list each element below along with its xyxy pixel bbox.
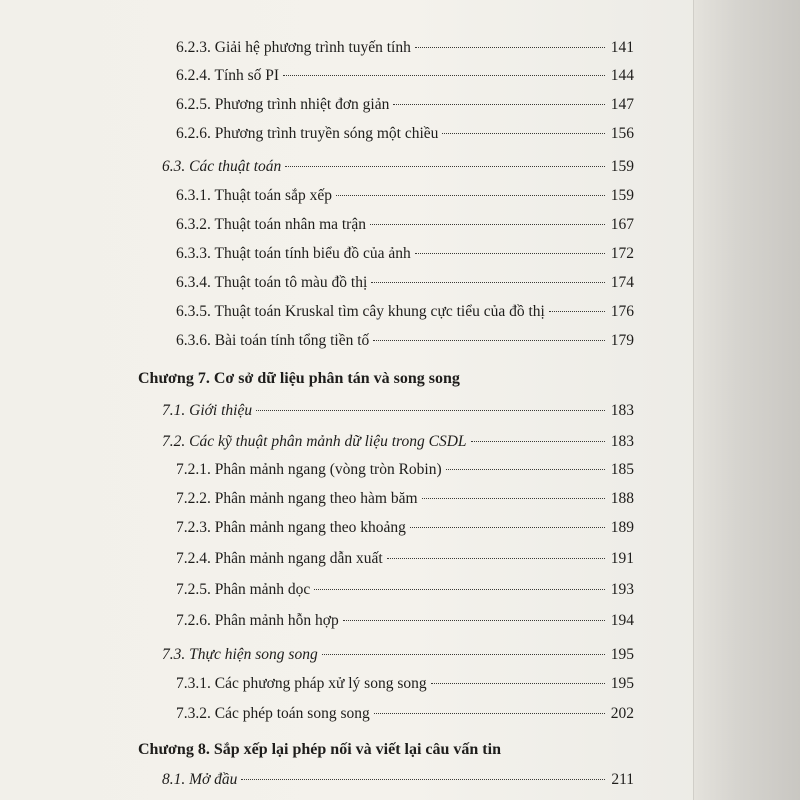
toc-entry-7-2-3 [176, 516, 634, 540]
toc-entry-label: 6.2.3. Giải hệ phương trình tuyến tính [176, 39, 411, 56]
toc-entry-label: 7.2.4. Phân mảnh ngang dẫn xuất [176, 550, 383, 567]
toc-entry-7-2-4 [176, 547, 634, 571]
toc-entry-label: 7.2.3. Phân mảnh ngang theo khoảng [176, 519, 406, 536]
toc-entry-page: 202 [610, 705, 634, 722]
leader-dots [370, 224, 605, 225]
toc-entry-label: 6.3.4. Thuật toán tô màu đồ thị [176, 274, 368, 291]
leader-dots [343, 620, 605, 621]
leader-dots [442, 133, 605, 134]
leader-dots [431, 683, 605, 684]
toc-entry-6-3-5 [176, 300, 634, 324]
leader-dots [285, 166, 605, 167]
toc-entry-label: 6.3.2. Thuật toán nhân ma trận [176, 216, 366, 233]
toc-entry-label: 7.2.6. Phân mảnh hỗn hợp [176, 612, 339, 629]
toc-entry-page: 179 [610, 332, 634, 349]
leader-dots [415, 47, 605, 48]
leader-dots [410, 527, 605, 528]
leader-dots [415, 253, 605, 254]
leader-dots [371, 282, 605, 283]
toc-entry-label: 7.2.1. Phân mảnh ngang (vòng tròn Robin) [176, 461, 442, 478]
toc-entry-6-2-4 [176, 64, 634, 88]
leader-dots [256, 410, 605, 411]
toc-section-label: 6.3. Các thuật toán [162, 158, 282, 175]
leader-dots [549, 311, 605, 312]
chapter-7-title: Chương 7. Cơ sở dữ liệu phân tán và song song [138, 370, 460, 387]
leader-dots [446, 469, 605, 470]
toc-section-label: 7.2. Các kỹ thuật phân mảnh dữ liệu trong CSDL [162, 433, 467, 450]
toc-entry-page: 167 [610, 216, 634, 233]
leader-dots [387, 558, 605, 559]
toc-entry-label: 7.2.5. Phân mảnh dọc [176, 581, 311, 598]
toc-entry-7-3-2 [176, 702, 634, 726]
leader-dots [283, 75, 605, 76]
leader-dots [322, 654, 605, 655]
toc-entry-label: 6.3.6. Bài toán tính tổng tiền tố [176, 332, 370, 349]
toc-entry-6-2-6 [176, 122, 634, 146]
toc-entry-6-3-3 [176, 242, 634, 266]
leader-dots [393, 104, 605, 105]
toc-entry-page: 147 [610, 96, 634, 113]
toc-entry-page: 189 [610, 519, 634, 536]
toc-entry-6-3-6 [176, 329, 634, 353]
toc-entry-7-2-6 [176, 609, 634, 633]
toc-entry-page: 188 [610, 490, 634, 507]
toc-entry-label: 6.2.5. Phương trình nhiệt đơn giản [176, 96, 390, 113]
toc-section-7-3 [162, 643, 634, 667]
toc-entry-6-2-5 [176, 93, 634, 117]
toc-section-label: 7.3. Thực hiện song song [162, 646, 318, 663]
toc-entry-page: 174 [610, 274, 634, 291]
toc-entry-label: 6.3.3. Thuật toán tính biểu đồ của ảnh [176, 245, 411, 262]
toc-entry-label: 7.2.2. Phân mảnh ngang theo hàm băm [176, 490, 418, 507]
toc-entry-page: 144 [610, 67, 634, 84]
toc-entry-label: 6.3.1. Thuật toán sắp xếp [176, 187, 332, 204]
toc-entry-page: 185 [610, 461, 634, 478]
toc-section-6-3 [162, 155, 634, 179]
toc-entry-page: 191 [610, 550, 634, 567]
toc-entry-7-3-1 [176, 672, 634, 696]
toc-section-7-2 [162, 430, 634, 454]
toc-entry-label: 6.2.6. Phương trình truyền sóng một chiều [176, 125, 439, 142]
toc-entry-page: 159 [610, 187, 634, 204]
toc-entry-page: 172 [610, 245, 634, 262]
leader-dots [241, 779, 605, 780]
chapter-8-title: Chương 8. Sắp xếp lại phép nối và viết lại câu vấn tin [138, 741, 501, 758]
leader-dots [422, 498, 606, 499]
toc-entry-7-2-1 [176, 458, 634, 482]
toc-entry-7-2-2 [176, 487, 634, 511]
toc-entry-page: 141 [610, 39, 634, 56]
toc-entry-7-2-5 [176, 578, 634, 602]
toc-section-page: 183 [610, 433, 634, 450]
toc-entry-label: 6.2.4. Tính số PI [176, 67, 280, 84]
toc-section-page: 183 [610, 402, 634, 419]
toc-entry-label: 7.3.2. Các phép toán song song [176, 705, 370, 722]
toc-section-page: 195 [610, 646, 634, 663]
toc-entry-page: 156 [610, 125, 634, 142]
toc-section-7-1 [162, 399, 634, 423]
toc-entry-6-3-1 [176, 184, 634, 208]
toc-section-label: 7.1. Giới thiệu [162, 402, 253, 419]
leader-dots [336, 195, 605, 196]
toc-entry-6-3-2 [176, 213, 634, 237]
leader-dots [471, 441, 605, 442]
toc-entry-label: 7.3.1. Các phương pháp xử lý song song [176, 675, 427, 692]
toc-entry-page: 176 [610, 303, 634, 320]
toc-section-label: 8.1. Mở đầu [162, 771, 238, 788]
toc-entry-page: 195 [610, 675, 634, 692]
toc-entry-label: 6.3.5. Thuật toán Kruskal tìm cây khung cực tiểu của đồ thị [176, 303, 545, 320]
toc-entry-page: 193 [610, 581, 634, 598]
toc-section-page: 159 [610, 158, 634, 175]
leader-dots [314, 589, 605, 590]
toc-entry-6-2-3 [176, 36, 634, 60]
toc-section-8-1 [162, 768, 634, 792]
leader-dots [374, 713, 605, 714]
toc-section-page: 211 [611, 771, 634, 788]
toc-entry-6-3-4 [176, 271, 634, 295]
toc-entry-page: 194 [610, 612, 634, 629]
leader-dots [373, 340, 605, 341]
